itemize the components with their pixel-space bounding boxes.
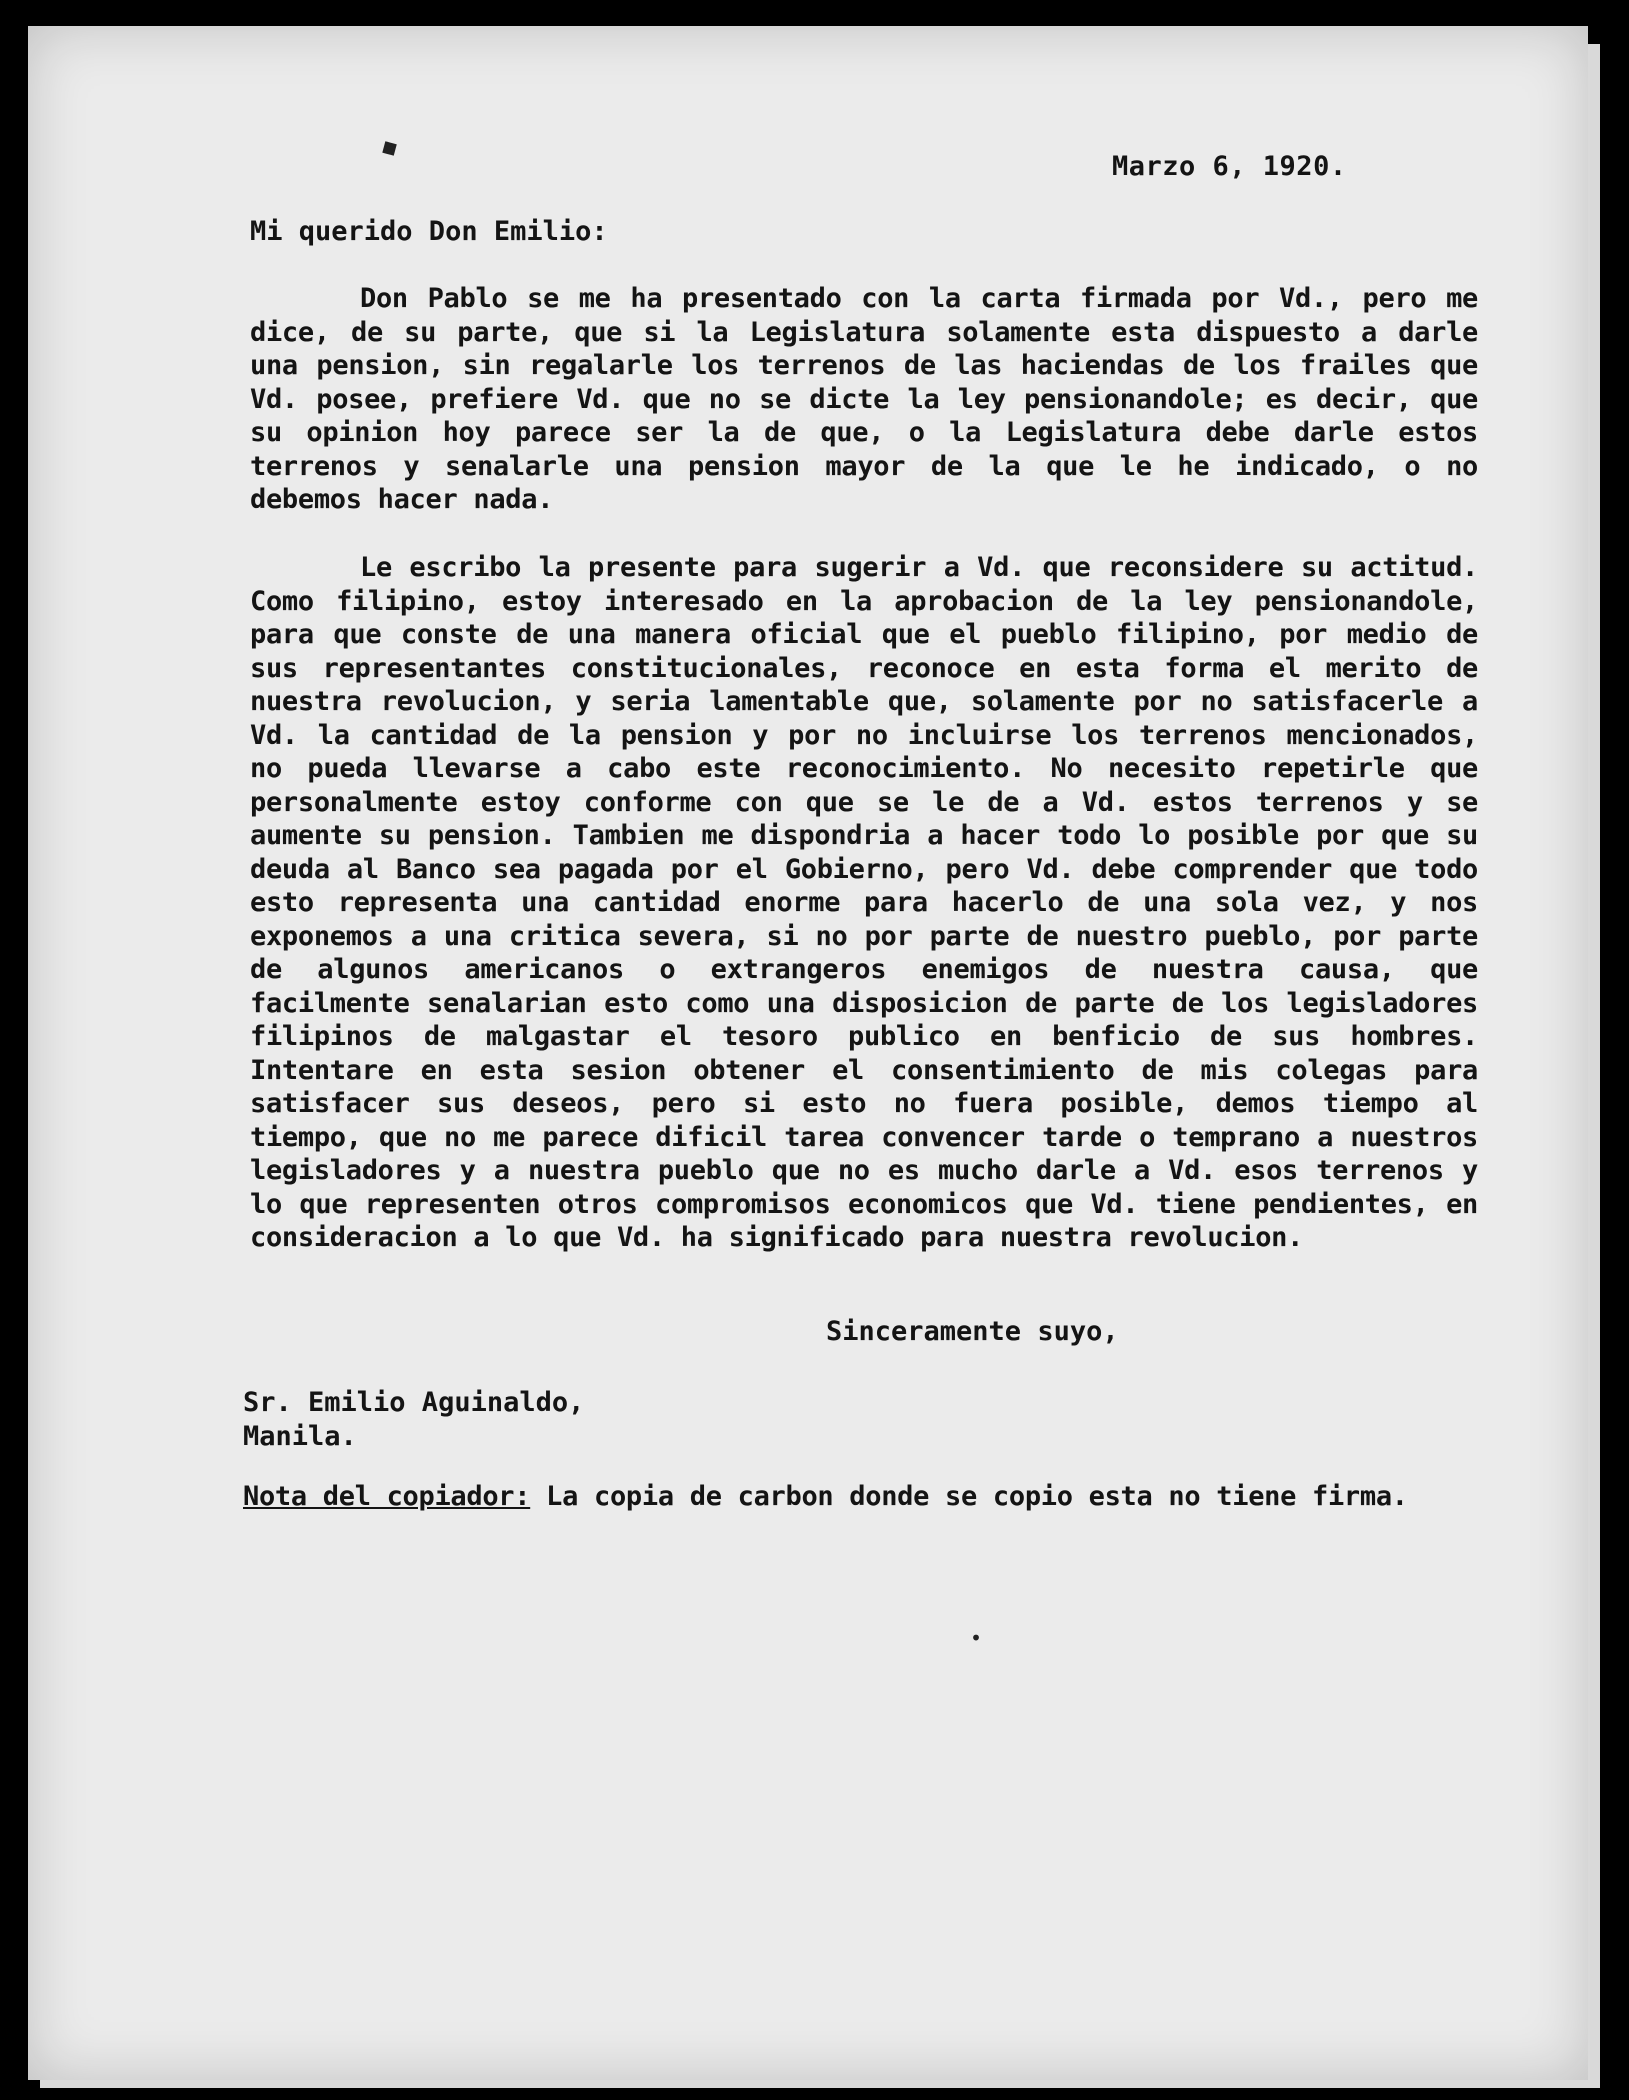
recipient-name: Sr. Emilio Aguinaldo,	[243, 1387, 585, 1418]
letter-page	[28, 26, 1588, 2080]
ink-mark: ◆	[372, 127, 404, 166]
copyist-note	[243, 1481, 1408, 1512]
letter-date: Marzo 6, 1920.	[1112, 151, 1347, 182]
recipient-city: Manila.	[243, 1421, 357, 1452]
ink-mark: •	[970, 1626, 983, 1650]
recipient-address	[243, 1386, 584, 1454]
salutation: Mi querido Don Emilio:	[250, 216, 608, 247]
copyist-note-label: Nota del copiador:	[243, 1481, 531, 1512]
closing: Sinceramente suyo,	[826, 1316, 1119, 1347]
body-paragraph-1: Don Pablo se me ha presentado con la carta firmada por Vd., pero me dice, de su parte, que si la Legislatura solamente esta dispuesto a darle una pension, sin regalarle los terrenos de las haciendas de los frailes que Vd. posee, prefiere Vd. que no se dicte la ley pensionandole; es decir, que su opinion hoy parece ser la de que, o la Legislatura debe darle estos terrenos y senalarle una pension mayor de la que le he indicado, o no debemos hacer nada.	[250, 283, 1478, 515]
copyist-note-text: La copia de carbon donde se copio esta no tiene firma.	[530, 1481, 1408, 1512]
body-paragraph-2: Le escribo la presente para sugerir a Vd. que reconsidere su actitud. Como filipino, estoy interesado en la aprobacion de la ley pensionandole, para que conste de una manera oficial que el pueblo filipino, por medio de sus representantes constitucionales, reconoce en esta forma el merito de nuestra revolucion, y seria lamentable que, solamente por no satisfacerle a Vd. la cantidad de la pension y por no incluirse los terrenos mencionados, no pueda llevarse a cabo este reconocimiento. No necesito repetirle que personalmente estoy conforme con que se le de a Vd. estos terrenos y se aumente su pension. Tambien me dispondria a hacer todo lo posible por que su deuda al Banco sea pagada por el Gobierno, pero Vd. debe comprender que todo esto representa una cantidad enorme para hacerlo de una sola vez, y nos exponemos a una critica severa, si no por parte de nuestro pueblo, por parte de algunos americanos o extrangeros enemigos de nuestra causa, que facilmente senalarian esto como una disposicion de parte de los legisladores filipinos de malgastar el tesoro publico en benficio de sus hombres. Intentare en esta sesion obtener el consentimiento de mis colegas para satisfacer sus deseos, pero si esto no fuera posible, demos tiempo al tiempo, que no me parece dificil tarea convencer tarde o temprano a nuestros legisladores y a nuestra pueblo que no es mucho darle a Vd. esos terrenos y lo que representen otros compromisos economicos que Vd. tiene pendientes, en consideracion a lo que Vd. ha significado para nuestra revolucion.	[250, 552, 1478, 1253]
